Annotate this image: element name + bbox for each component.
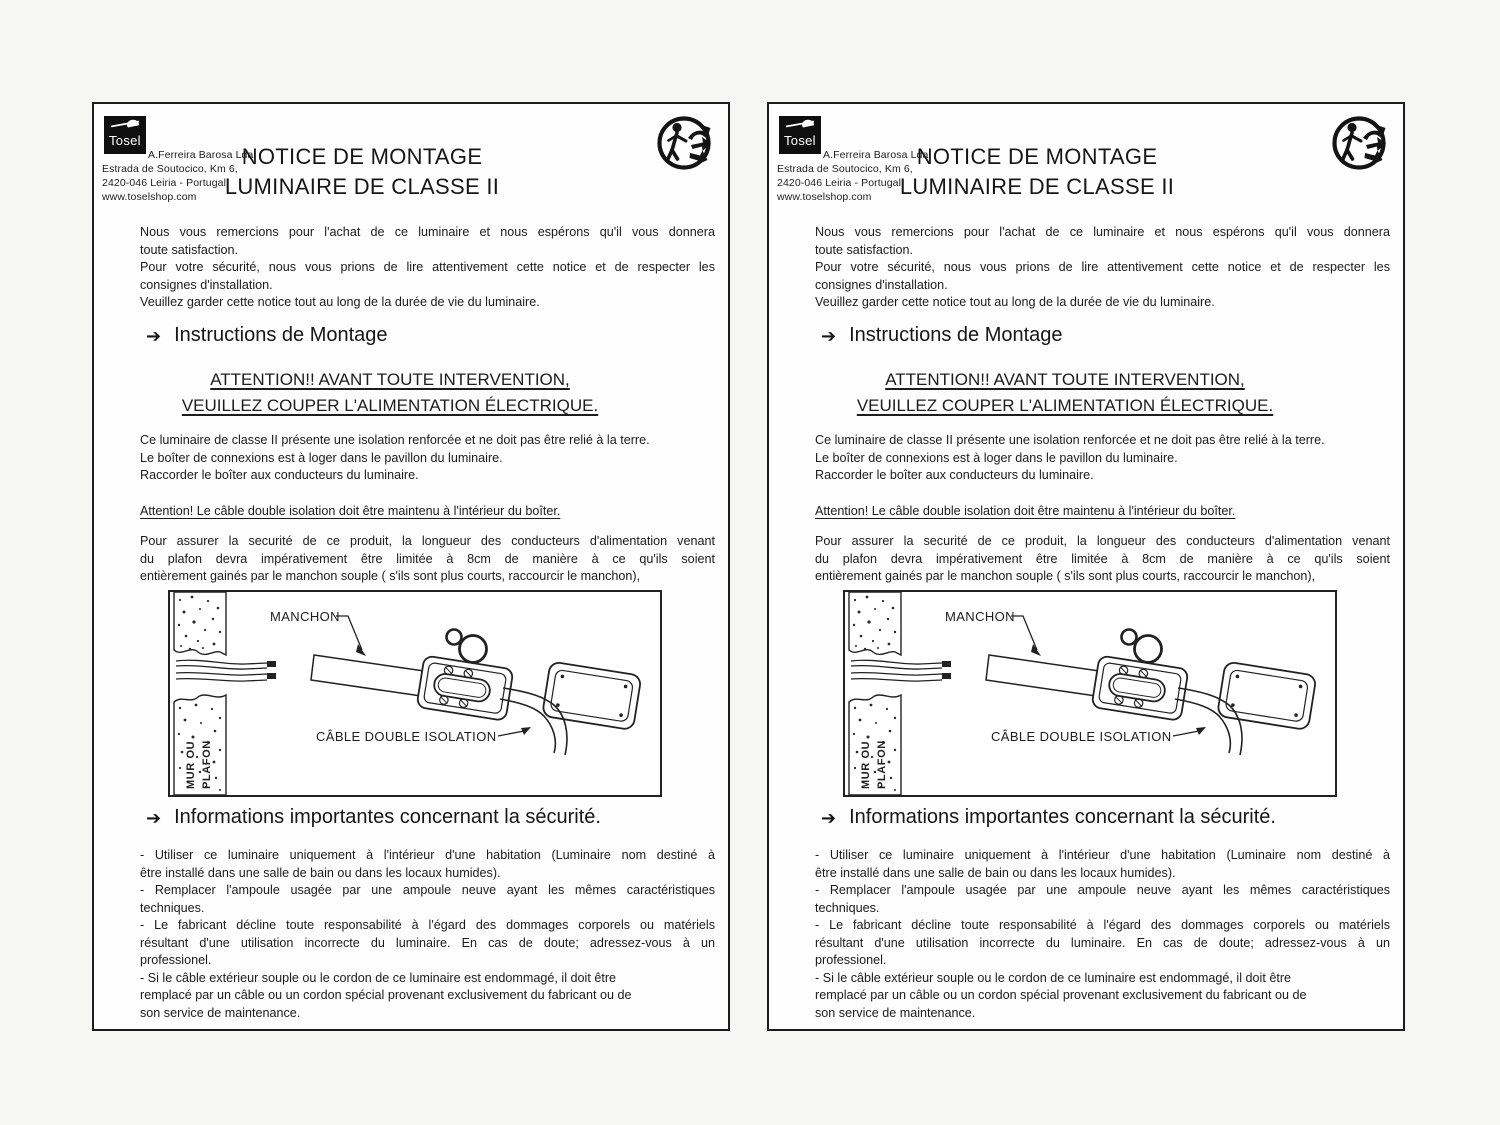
safety-list — [815, 847, 1390, 1022]
safety-list — [140, 847, 715, 1022]
tosel-logo-text: Tosel — [784, 133, 816, 148]
safety-item-line: - Remplacer l'ampoule usagée par une ampoule neuve ayant les mêmes caractéristiques — [140, 883, 715, 897]
intro-line: Pour votre sécurité, nous vous prions de lire attentivement cette notice et de respecter les — [815, 260, 1390, 274]
company-street: Estrada de Soutocico, Km 6, — [102, 163, 238, 175]
safety-heading-label: Informations importantes concernant la sécurité. — [174, 806, 601, 828]
section-heading-montage — [821, 324, 1063, 347]
arrow-bullet-icon: ➔ — [821, 807, 837, 828]
class2-note-line: Le boîter de connexions est à loger dans le pavillon du luminaire. — [140, 450, 503, 465]
section-heading-montage — [146, 324, 388, 347]
company-website: www.toselshop.com — [102, 191, 197, 203]
safety-item-line: techniques. — [815, 900, 880, 915]
intro-line: consignes d'installation. — [140, 277, 273, 292]
class2-note-line: Raccorder le boîter aux conducteurs du luminaire. — [140, 468, 419, 482]
cover-box — [1217, 661, 1316, 730]
intro-line: Veuillez garder cette notice tout au long de la durée de vie du luminaire. — [140, 295, 540, 309]
class2-note-line: Raccorder le boîter aux conducteurs du luminaire. — [815, 468, 1094, 482]
arrow-bullet-icon: ➔ — [821, 325, 837, 346]
assembly-diagram — [843, 590, 1337, 797]
safety-item-line: techniques. — [140, 900, 205, 915]
sleeve-instructions — [815, 533, 1390, 586]
manchon-label: MANCHON — [945, 609, 1015, 624]
section-heading-safety — [821, 806, 1276, 829]
page-title-line2: LUMINAIRE DE CLASSE II — [899, 174, 1175, 199]
class2-note-line: Le boîter de connexions est à loger dans le pavillon du luminaire. — [815, 450, 1178, 465]
safety-item-line: résultant d'une utilisation incorrecte du luminaire. En cas de doute; adressez-vous à un — [140, 935, 715, 950]
safety-item-line: - Si le câble extérieur souple ou le cordon de ce luminaire est endommagé, il doit être — [140, 970, 617, 985]
class2-note-line: Ce luminaire de classe II présente une isolation renforcée et ne doit pas être relié à la terre. — [140, 433, 650, 447]
section-heading-safety — [146, 806, 601, 829]
triman-recycling-icon — [655, 112, 717, 174]
intro-paragraphs — [815, 224, 1390, 312]
cable-isolation-warning-text: Attention! Le câble double isolation doit être maintenu à l'intérieur du boîter. — [815, 504, 1236, 518]
safety-item-line: - Le fabricant décline toute responsabilité à l'égard des dommages corporels ou matériels — [140, 918, 715, 932]
page-title — [849, 142, 1225, 202]
page-title-line1: NOTICE DE MONTAGE — [241, 144, 483, 169]
sleeve-instruction-line: du plafon devra impérativement être limitée à 8cm de manière à ce qu'ils soient — [140, 551, 715, 566]
intro-line: toute satisfaction. — [815, 242, 914, 257]
safety-item-line: remplacé par un câble ou un cordon spécial provenant exclusivement du fabricant ou de — [140, 988, 632, 1002]
triman-recycling-icon — [1330, 112, 1392, 174]
pages — [92, 102, 1405, 1031]
safety-item-line: - Utiliser ce luminaire uniquement à l'intérieur d'une habitation (Luminaire nom destiné à — [815, 848, 1390, 862]
sleeve-instruction-line: du plafon devra impérativement être limitée à 8cm de manière à ce qu'ils soient — [815, 551, 1390, 566]
sleeve-instruction-line: entièrement gainés par le manchon souple ( s'ils sont plus courts, raccourcir le manchon), — [815, 569, 1316, 583]
class2-note-line: Ce luminaire de classe II présente une isolation renforcée et ne doit pas être relié à la terre. — [815, 433, 1325, 447]
attention-warning-line2: VEUILLEZ COUPER L'ALIMENTATION ÉLECTRIQUE. — [856, 396, 1274, 415]
company-city: 2420-046 Leiria - Portugal — [102, 177, 227, 189]
manchon-label: MANCHON — [270, 609, 340, 624]
attention-warning-line2: VEUILLEZ COUPER L'ALIMENTATION ÉLECTRIQUE. — [181, 396, 599, 415]
intro-line: Nous vous remercions pour l'achat de ce luminaire et nous espérons qu'il vous donnera — [815, 225, 1390, 239]
montage-heading-label: Instructions de Montage — [174, 324, 388, 346]
company-website: www.toselshop.com — [777, 191, 872, 203]
sleeve-instructions — [140, 533, 715, 586]
safety-item-line: remplacé par un câble ou un cordon spécial provenant exclusivement du fabricant ou de — [815, 988, 1307, 1002]
company-street: Estrada de Soutocico, Km 6, — [777, 163, 913, 175]
supply-wires — [176, 660, 267, 681]
safety-item-line: son service de maintenance. — [140, 1005, 301, 1020]
connection-box — [416, 655, 513, 720]
intro-line: Pour votre sécurité, nous vous prions de lire attentivement cette notice et de respecter les — [140, 260, 715, 274]
cable-double-isolation-label: CÂBLE DOUBLE ISOLATION — [991, 729, 1172, 744]
notice-page — [767, 102, 1405, 1031]
intro-line: consignes d'installation. — [815, 277, 948, 292]
class2-notes — [815, 432, 1400, 485]
safety-item-line: - Si le câble extérieur souple ou le cordon de ce luminaire est endommagé, il doit être — [815, 970, 1292, 985]
safety-heading-label: Informations importantes concernant la sécurité. — [849, 806, 1276, 828]
wall-label-line2: PLAFON — [201, 740, 213, 789]
connection-box — [1091, 655, 1188, 720]
company-name: A.Ferreira Barosa Lda, — [823, 149, 932, 161]
safety-item-line: - Remplacer l'ampoule usagée par une ampoule neuve ayant les mêmes caractéristiques — [815, 883, 1390, 897]
assembly-diagram — [168, 590, 662, 797]
sleeve-instruction-line: Pour assurer la securité de ce produit, la longueur des conducteurs d'alimentation venant — [140, 534, 715, 548]
supply-wires — [851, 660, 942, 681]
safety-item-line: résultant d'une utilisation incorrecte du luminaire. En cas de doute; adressez-vous à un — [815, 935, 1390, 950]
cable-double-isolation-label: CÂBLE DOUBLE ISOLATION — [316, 729, 497, 744]
cable-isolation-warning-text: Attention! Le câble double isolation doit être maintenu à l'intérieur du boîter. — [140, 504, 561, 518]
tosel-logo-text: Tosel — [109, 133, 141, 148]
safety-item-line: professionel. — [140, 953, 212, 967]
safety-item-line: être installé dans une salle de bain ou dans les locaux humides). — [140, 865, 501, 880]
safety-item-line: être installé dans une salle de bain ou dans les locaux humides). — [815, 865, 1176, 880]
safety-item-line: - Le fabricant décline toute responsabilité à l'égard des dommages corporels ou matériels — [815, 918, 1390, 932]
class2-notes — [140, 432, 725, 485]
wall-label-line1: MUR OU — [860, 740, 872, 789]
cover-box — [542, 661, 641, 730]
cable-isolation-warning — [815, 503, 1400, 521]
company-name: A.Ferreira Barosa Lda, — [148, 149, 257, 161]
montage-heading-label: Instructions de Montage — [849, 324, 1063, 346]
intro-line: toute satisfaction. — [140, 242, 239, 257]
attention-warning — [140, 367, 640, 419]
attention-warning-line1: ATTENTION!! AVANT TOUTE INTERVENTION, — [885, 370, 1245, 389]
page-title-line2: LUMINAIRE DE CLASSE II — [224, 174, 500, 199]
cable-isolation-warning — [140, 503, 725, 521]
safety-item-line: professionel. — [815, 953, 887, 967]
safety-item-line: - Utiliser ce luminaire uniquement à l'intérieur d'une habitation (Luminaire nom destiné à — [140, 848, 715, 862]
attention-warning-line1: ATTENTION!! AVANT TOUTE INTERVENTION, — [210, 370, 570, 389]
intro-paragraphs — [140, 224, 715, 312]
wall-label-line1: MUR OU — [185, 740, 197, 789]
intro-line: Nous vous remercions pour l'achat de ce luminaire et nous espérons qu'il vous donnera — [140, 225, 715, 239]
attention-warning — [815, 367, 1315, 419]
wall-label-line2: PLAFON — [876, 740, 888, 789]
page-title-line1: NOTICE DE MONTAGE — [916, 144, 1158, 169]
safety-item-line: son service de maintenance. — [815, 1005, 976, 1020]
assembly-diagram-drawing — [170, 592, 660, 795]
intro-line: Veuillez garder cette notice tout au long de la durée de vie du luminaire. — [815, 295, 1215, 309]
sleeve-instruction-line: Pour assurer la securité de ce produit, la longueur des conducteurs d'alimentation venant — [815, 534, 1390, 548]
sleeve-instruction-line: entièrement gainés par le manchon souple ( s'ils sont plus courts, raccourcir le manchon), — [140, 569, 641, 583]
notice-page — [92, 102, 730, 1031]
arrow-bullet-icon: ➔ — [146, 325, 162, 346]
assembly-diagram-drawing — [845, 592, 1335, 795]
page-title — [174, 142, 550, 202]
company-city: 2420-046 Leiria - Portugal — [777, 177, 902, 189]
arrow-bullet-icon: ➔ — [146, 807, 162, 828]
